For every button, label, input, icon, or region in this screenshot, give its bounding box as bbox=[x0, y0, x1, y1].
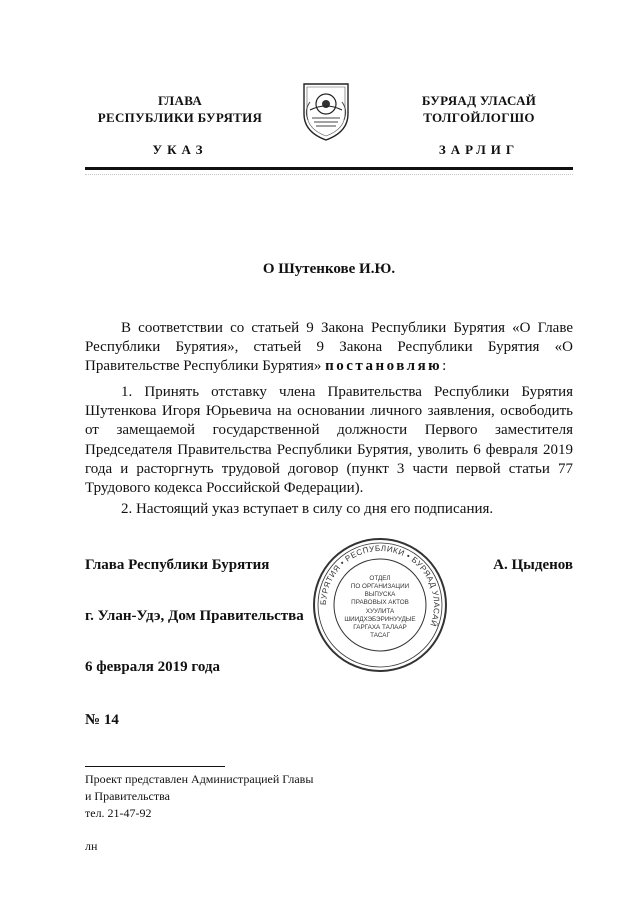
header-right-line1: БУРЯАД УЛАСАЙ bbox=[421, 93, 537, 108]
coat-of-arms-emblem bbox=[298, 80, 354, 142]
official-stamp bbox=[310, 535, 450, 675]
signature-place: г. Улан-Удэ, Дом Правительства bbox=[85, 608, 304, 624]
stamp-line: ПО ОРГАНИЗАЦИИ bbox=[350, 583, 410, 590]
coat-of-arms-icon bbox=[298, 80, 354, 142]
header-right bbox=[384, 92, 574, 126]
stamp-line: ТАСАГ bbox=[370, 632, 390, 639]
header-left-line2: РЕСПУБЛИКИ БУРЯТИЯ bbox=[97, 110, 263, 125]
footer-line1: Проект представлен Администрацией Главы bbox=[85, 772, 314, 786]
footer-line2: и Правительства bbox=[85, 789, 170, 803]
decree-item-1: 1. Принять отставку члена Правительства Республики Бурятия Шутенкова Игоря Юрьевича на основании личного заявления, освободить от замещаемой государственной должности Первого заместителя Председателя Правительства Республики Бурятия, уволить 6 февраля 2019 года и расторгнуть трудовой договор (пункт 3 части первой статьи 77 Трудового кодекса Российской Федерации). bbox=[85, 384, 573, 497]
round-seal-icon bbox=[310, 535, 450, 675]
header-left bbox=[85, 92, 275, 126]
document-number: № 14 bbox=[85, 712, 119, 728]
stamp-line: ВЫПУСКА bbox=[364, 591, 396, 598]
stamp-ring-text: БУРЯТИЯ • РЕСПУБЛИКИ • БУРЯАД УЛАСАЙ bbox=[318, 543, 442, 628]
preamble bbox=[85, 319, 573, 377]
signature-name: А. Цыденов bbox=[493, 557, 573, 573]
decree-word: постановляю bbox=[325, 358, 443, 375]
stamp-line: ШИИДХЭБЭРИНУУДЫЕ bbox=[344, 616, 416, 623]
stamp-line: ПРАВОВЫХ АКТОВ bbox=[351, 599, 409, 606]
header-divider bbox=[85, 167, 573, 170]
footer-divider bbox=[85, 766, 225, 767]
preamble-text: В соответствии со статьей 9 Закона Республики Бурятия «О Главе Республики Бурятия», статьей 9 Закона Республики Бурятия «О Правительстве Республики Бурятия» bbox=[85, 320, 573, 375]
header-right-line2: ТОЛГОЙЛОГШО bbox=[423, 110, 535, 125]
footer-initials: лн bbox=[85, 839, 98, 853]
footer-phone: тел. 21-47-92 bbox=[85, 806, 152, 820]
decree-item-2: 2. Настоящий указ вступает в силу со дня его подписания. bbox=[121, 501, 494, 517]
stamp-line: ОТДЕЛ bbox=[369, 575, 391, 582]
header-dotted-line bbox=[85, 174, 573, 175]
stamp-line: ХУУЛИТА bbox=[365, 608, 395, 615]
signature-date: 6 февраля 2019 года bbox=[85, 659, 220, 675]
stamp-line: ГАРГАХА ТАЛААР bbox=[353, 624, 407, 631]
header-left-line1: ГЛАВА bbox=[157, 93, 203, 108]
document-title: О Шутенкове И.Ю. bbox=[262, 261, 396, 277]
preamble-colon: : bbox=[442, 358, 447, 375]
header-right-doc-type: ЗАРЛИГ bbox=[438, 142, 520, 157]
signature-position: Глава Республики Бурятия bbox=[85, 557, 270, 573]
footer-note bbox=[85, 771, 313, 822]
header-left-doc-type: УКАЗ bbox=[152, 142, 208, 157]
